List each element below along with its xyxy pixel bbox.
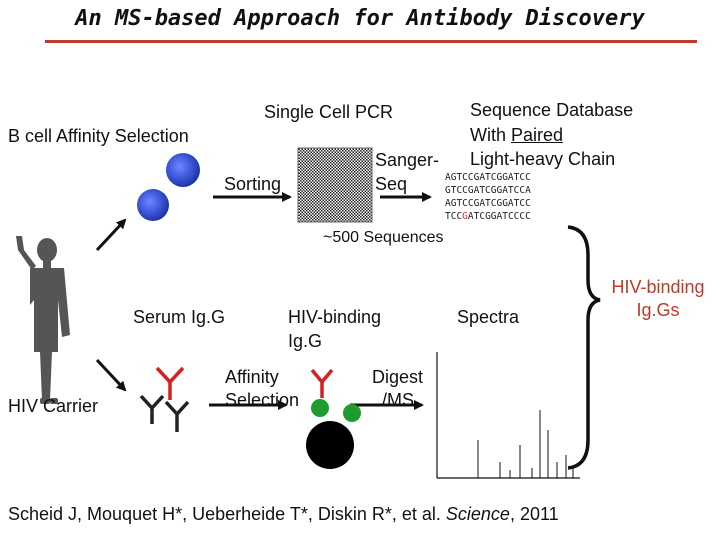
pcr-plate-icon [298,148,372,222]
label-b-cell-selection: B cell Affinity Selection [8,126,189,146]
b-cell-icon [137,153,200,221]
label-sorting: Sorting [224,174,282,194]
label-affinity-2: Selection [225,390,300,410]
label-seq-db-1: Sequence Database [470,100,634,120]
sequence-line [445,171,531,184]
bracket [568,227,600,468]
label-affinity-1: Affinity [225,367,279,387]
person-icon [16,236,70,404]
sequence-text: ATCGGATCCCC [467,211,531,222]
slide-title: An MS-based Approach for Antibody Discovery [75,6,645,31]
label-sanger-2: Seq [375,174,408,194]
label-seq-db-3: Light-heavy Chain [470,149,616,169]
label-single-cell-pcr: Single Cell PCR [264,102,394,122]
label-digest-2: /MS [382,390,415,410]
label-sanger-1: Sanger- [375,150,440,170]
sequence-list [445,171,531,223]
seq-db-2-prefix: With [470,125,512,145]
sequence-text: AGTCCGATCGGATCC [445,198,531,209]
label-sequence-count: ~500 Sequences [323,229,444,246]
label-digest-1: Digest [372,367,424,387]
citation-authors: Scheid J, Mouquet H*, Ueberheide T*, Diskin R*, et al. [8,504,446,524]
sequence-text: GTCCGATCGGATCCA [445,185,531,196]
label-seq-db-2 [470,125,563,146]
label-hiv-carrier: HIV Carrier [8,396,99,416]
label-spectra: Spectra [457,307,520,327]
sequence-line [445,197,531,210]
citation [8,504,559,525]
sequence-line [445,184,531,197]
selection-arrow [97,220,125,250]
citation-year: , 2011 [509,504,559,524]
sequence-text: AGTCCGATCGGATCC [445,172,531,183]
sequence-highlight: G [462,211,468,222]
sequence-text: TCC [445,211,463,222]
sequence-line [445,210,531,223]
label-hiv-iggs-1: HIV-binding [611,277,705,297]
label-serum-igg: Serum Ig.G [133,307,226,327]
serum-arrow [97,360,125,390]
citation-journal: Science [445,504,510,524]
antibody-icons [141,368,188,432]
label-hiv-iggs-2: Ig.Gs [636,300,680,320]
affinity-bead-icon [306,370,361,469]
spectra-plot [437,352,580,478]
label-hiv-binding-2: Ig.G [288,331,323,351]
seq-db-2-underlined: Paired [511,125,564,145]
label-hiv-binding-1: HIV-binding [288,307,382,327]
